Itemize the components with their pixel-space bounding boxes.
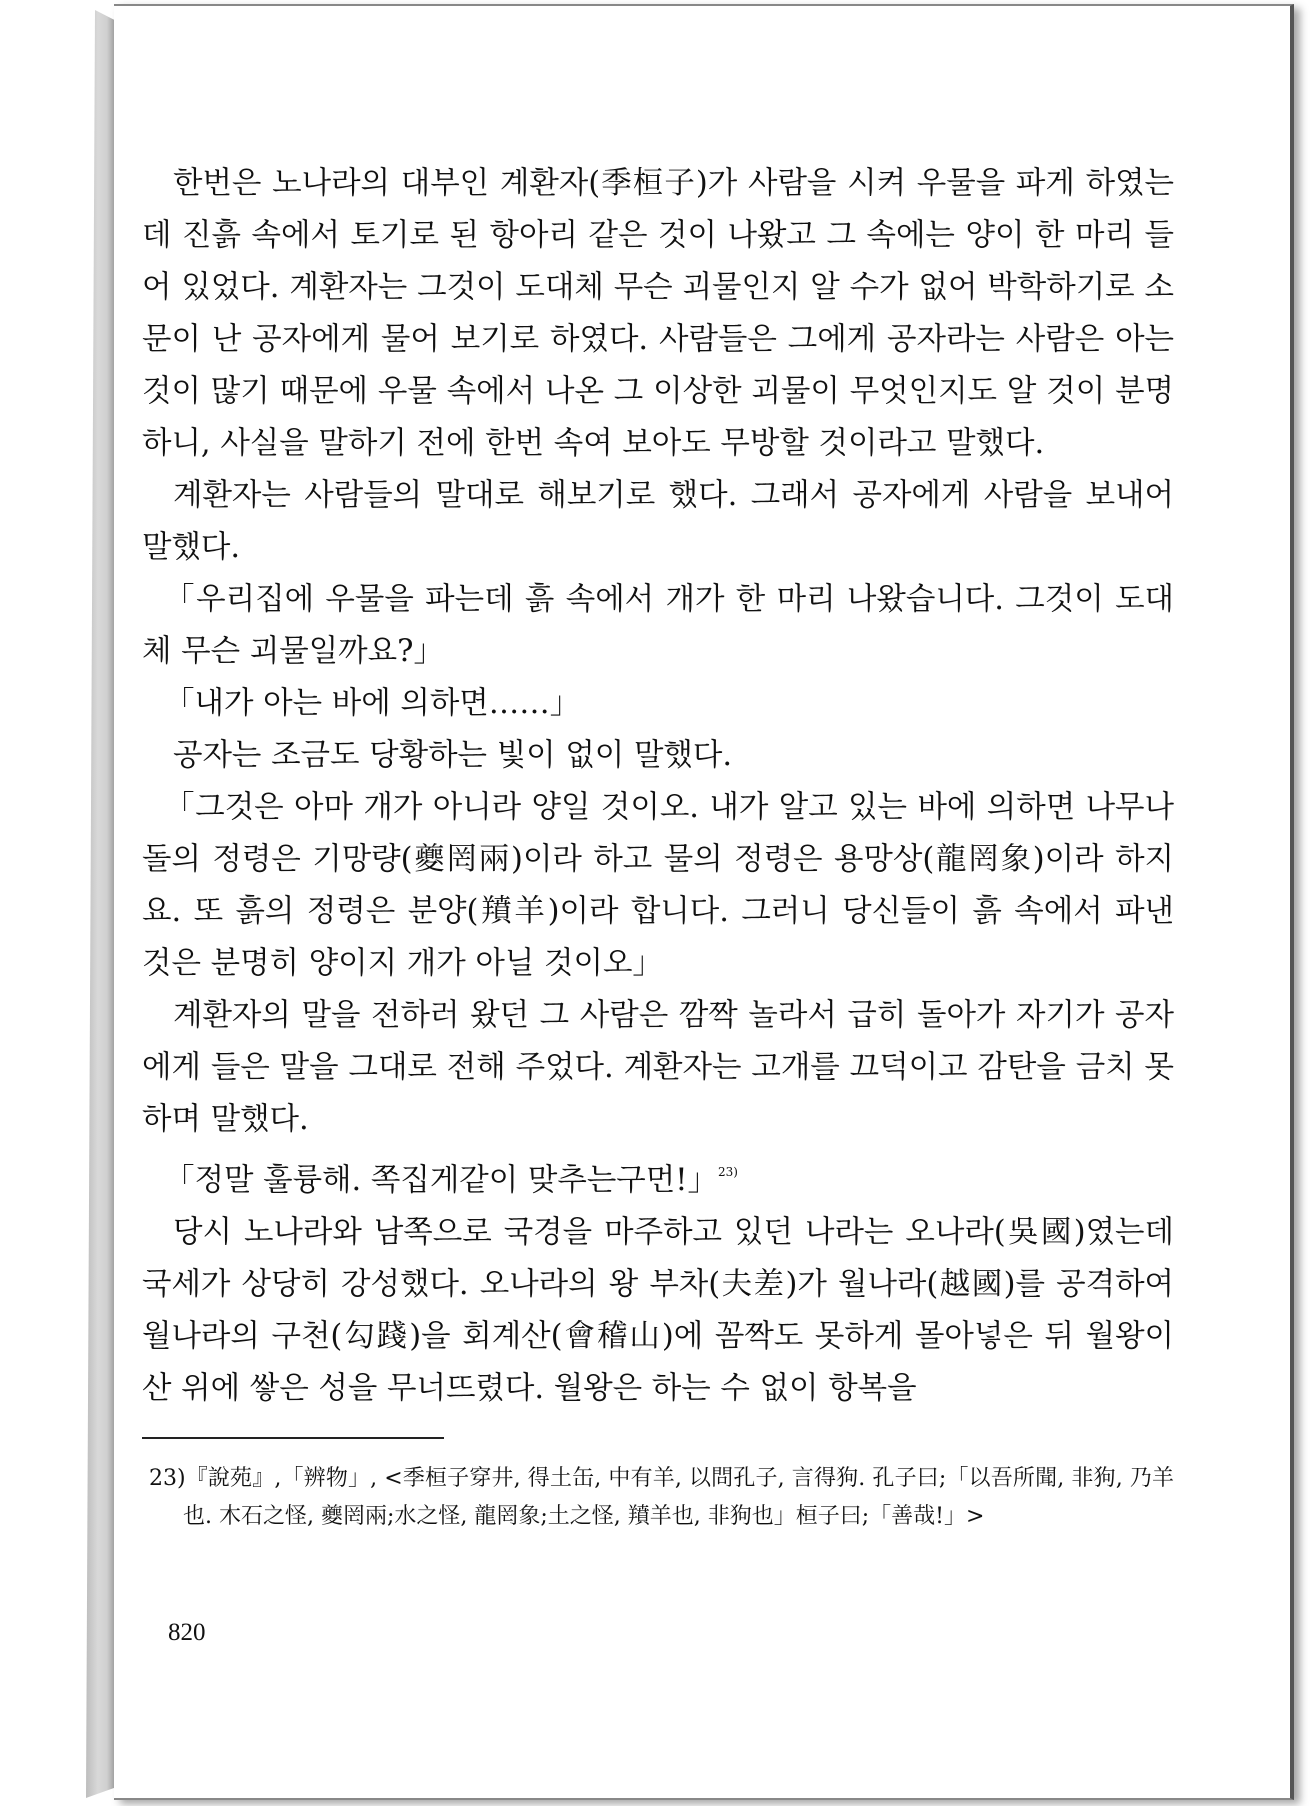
quote-text: 「정말 훌륭해. 쪽집게같이 맞추는구먼!」 <box>164 1163 718 1198</box>
book-spine <box>86 10 116 1798</box>
paragraph: 한번은 노나라의 대부인 계환자(季桓子)가 사람을 시켜 우물을 파게 하였는데 진흙 속에서 토기로 된 항아리 같은 것이 나왔고 그 속에는 양이 한 마리 들어 있었다. 계환자는 그것이 도대체 무슨 괴물인지 알 수가 없어 박학하기로 소문이 난 공자에게 물어 보기로 하였다. 사람들은 그에게 공자라는 사람은 아는 것이 많기 때문에 우물 속에서 나온 그 이상한 괴물이 무엇인지도 알 것이 분명하니, 사실을 말하기 전에 한번 속여 보아도 무방할 것이라고 말했다. <box>142 166 1174 461</box>
quote-paragraph: 「우리집에 우물을 파는데 흙 속에서 개가 한 마리 나왔습니다. 그것이 도대체 무슨 괴물일까요?」 <box>142 582 1174 669</box>
quote-paragraph: 「내가 아는 바에 의하면……」 <box>164 686 581 721</box>
footnote: 23)『說苑』,「辨物」, <季桓子穿井, 得土缶, 中有羊, 以問孔子, 言得狗. 孔子曰;「以吾所聞, 非狗, 乃羊也. 木石之怪, 夔罔兩;水之怪, 龍罔象;土之怪, 羵羊也, 非狗也」桓子曰;「善哉!」> <box>149 1466 1174 1529</box>
footnote-divider <box>142 1437 444 1439</box>
page-number: 820 <box>168 1619 206 1646</box>
footnote-marker[interactable]: 23) <box>717 1165 738 1179</box>
quote-paragraph: 「그것은 아마 개가 아니라 양일 것이오. 내가 알고 있는 바에 의하면 나무나 돌의 정령은 기망량(夔罔兩)이라 하고 물의 정령은 용망상(龍罔象)이라 하지요. 또 흙의 정령은 분양(羵羊)이라 합니다. 그러니 당신들이 흙 속에서 파낸 것은 분명히 양이지 개가 아닐 것이오」 <box>142 790 1174 981</box>
quote-paragraph <box>142 1146 1174 1207</box>
paragraph: 계환자는 사람들의 말대로 해보기로 했다. 그래서 공자에게 사람을 보내어 말했다. <box>142 478 1174 565</box>
paragraph: 당시 노나라와 남쪽으로 국경을 마주하고 있던 나라는 오나라(吳國)였는데 국세가 상당히 강성했다. 오나라의 왕 부차(夫差)가 월나라(越國)를 공격하여 월나라의 구천(勾踐)을 회계산(會稽山)에 꼼짝도 못하게 몰아넣은 뒤 월왕이 산 위에 쌓은 성을 무너뜨렸다. 월왕은 하는 수 없이 항복을 <box>142 1215 1174 1406</box>
paragraph: 계환자의 말을 전하러 왔던 그 사람은 깜짝 놀라서 급히 돌아가 자기가 공자에게 들은 말을 그대로 전해 주었다. 계환자는 고개를 끄덕이고 감탄을 금치 못하며 말했다. <box>142 998 1174 1137</box>
body-text <box>142 158 1174 1415</box>
paragraph: 공자는 조금도 당황하는 빛이 없이 말했다. <box>173 738 733 773</box>
